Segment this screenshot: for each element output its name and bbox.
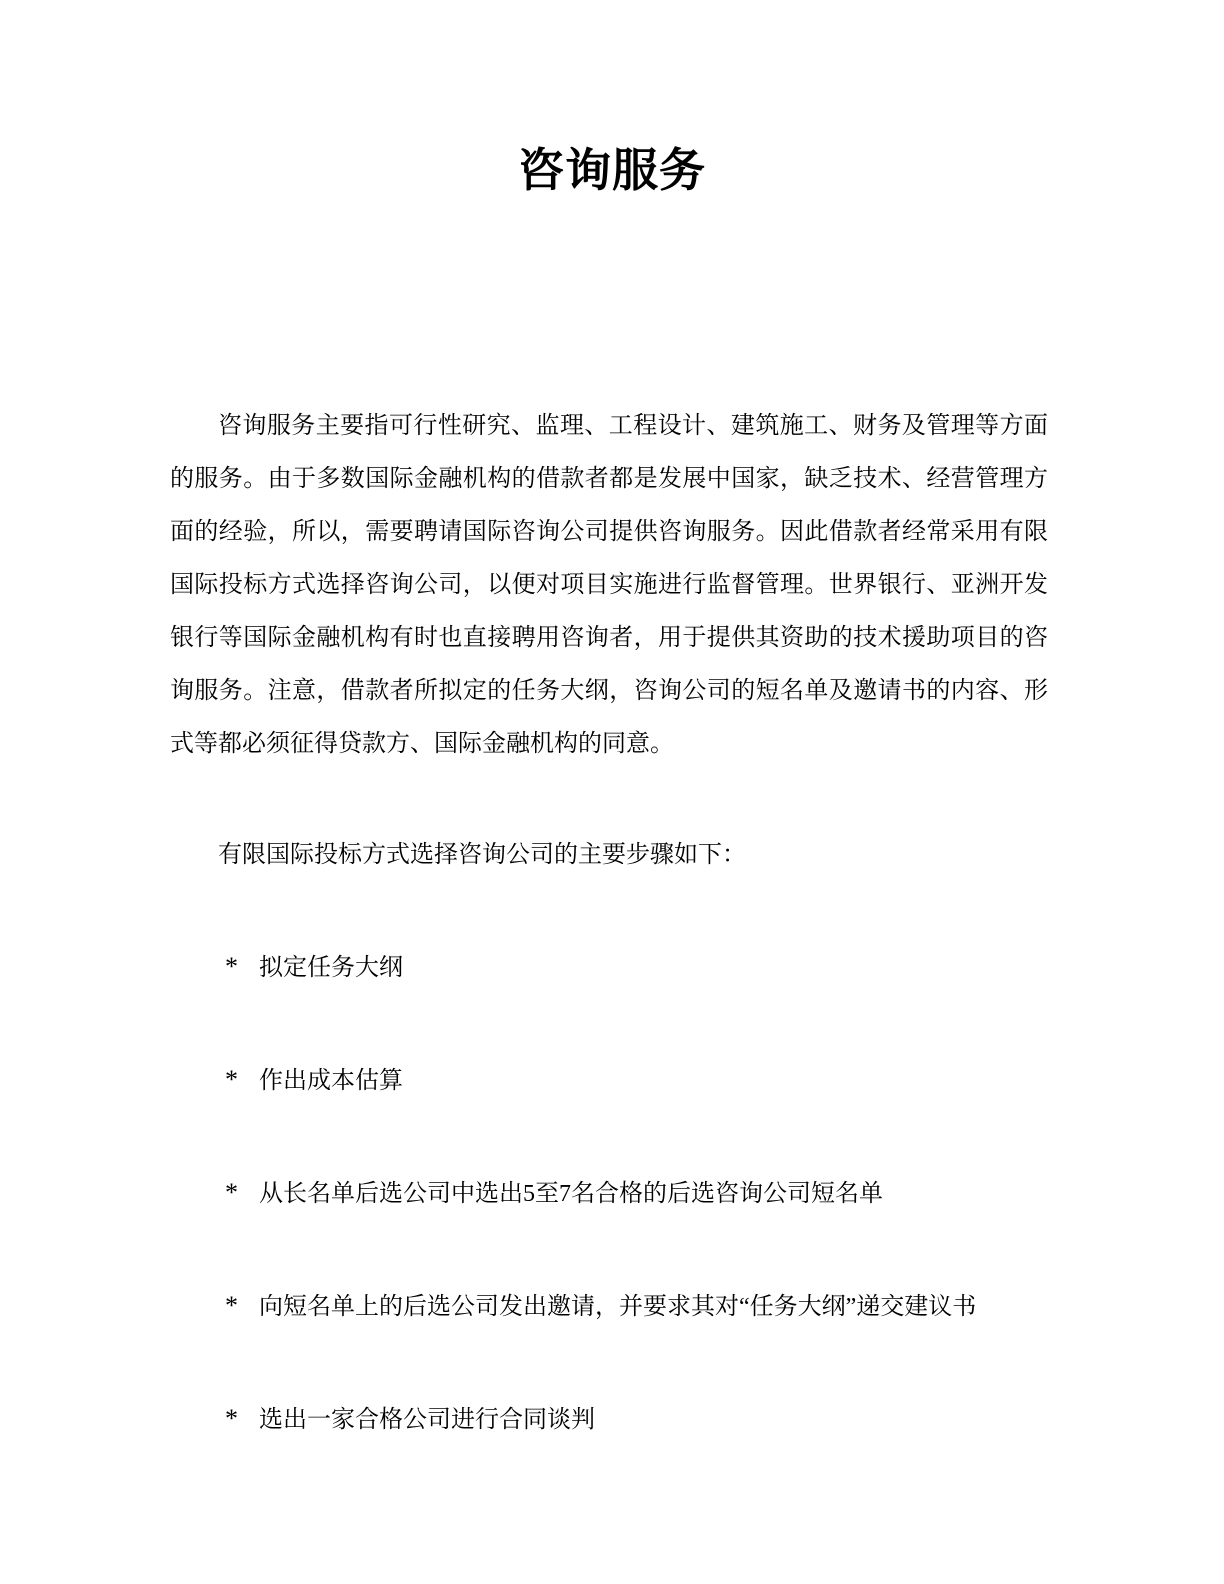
intro-paragraph: 咨询服务主要指可行性研究、监理、工程设计、建筑施工、财务及管理等方面的服务。由于多数国际金融机构的借款者都是发展中国家，缺乏技术、经营管理方面的经验，所以，需要聘请国际咨询公司提供咨询服务。因此借款者经常采用有限国际投标方式选择咨询公司，以便对项目实施进行监督管理。世界银行、亚洲开发银行等国际金融机构有时也直接聘用咨询者，用于提供其资助的技术援助项目的咨询服务。注意，借款者所拟定的任务大纲，咨询公司的短名单及邀请书的内容、形式等都必须征得贷款方、国际金融机构的同意。 [170,413,1048,757]
asterisk-bullet-marker: * [225,1291,238,1320]
list-item-text: 作出成本估算 [259,1068,403,1094]
list-item [170,1053,1048,1108]
asterisk-bullet-marker: * [225,952,238,981]
list-item [170,1392,1048,1447]
asterisk-bullet-marker: * [225,1065,238,1094]
list-item [170,1166,1048,1221]
document-body [170,0,1048,1447]
list-item-text: 向短名单上的后选公司发出邀请，并要求其对“任务大纲”递交建议书 [259,1294,977,1320]
asterisk-bullet-marker: * [225,1404,238,1433]
steps-list [170,940,1048,1447]
list-item [170,940,1048,995]
list-item-text: 选出一家合格公司进行合同谈判 [259,1407,595,1433]
page-title: 咨询服务 [518,143,706,197]
list-item [170,1279,1048,1334]
steps-lead-paragraph: 有限国际投标方式选择咨询公司的主要步骤如下： [218,842,746,868]
list-item-text: 拟定任务大纲 [259,955,403,981]
asterisk-bullet-marker: * [225,1178,238,1207]
list-item-text: 从长名单后选公司中选出5至7名合格的后选咨询公司短名单 [259,1181,883,1207]
